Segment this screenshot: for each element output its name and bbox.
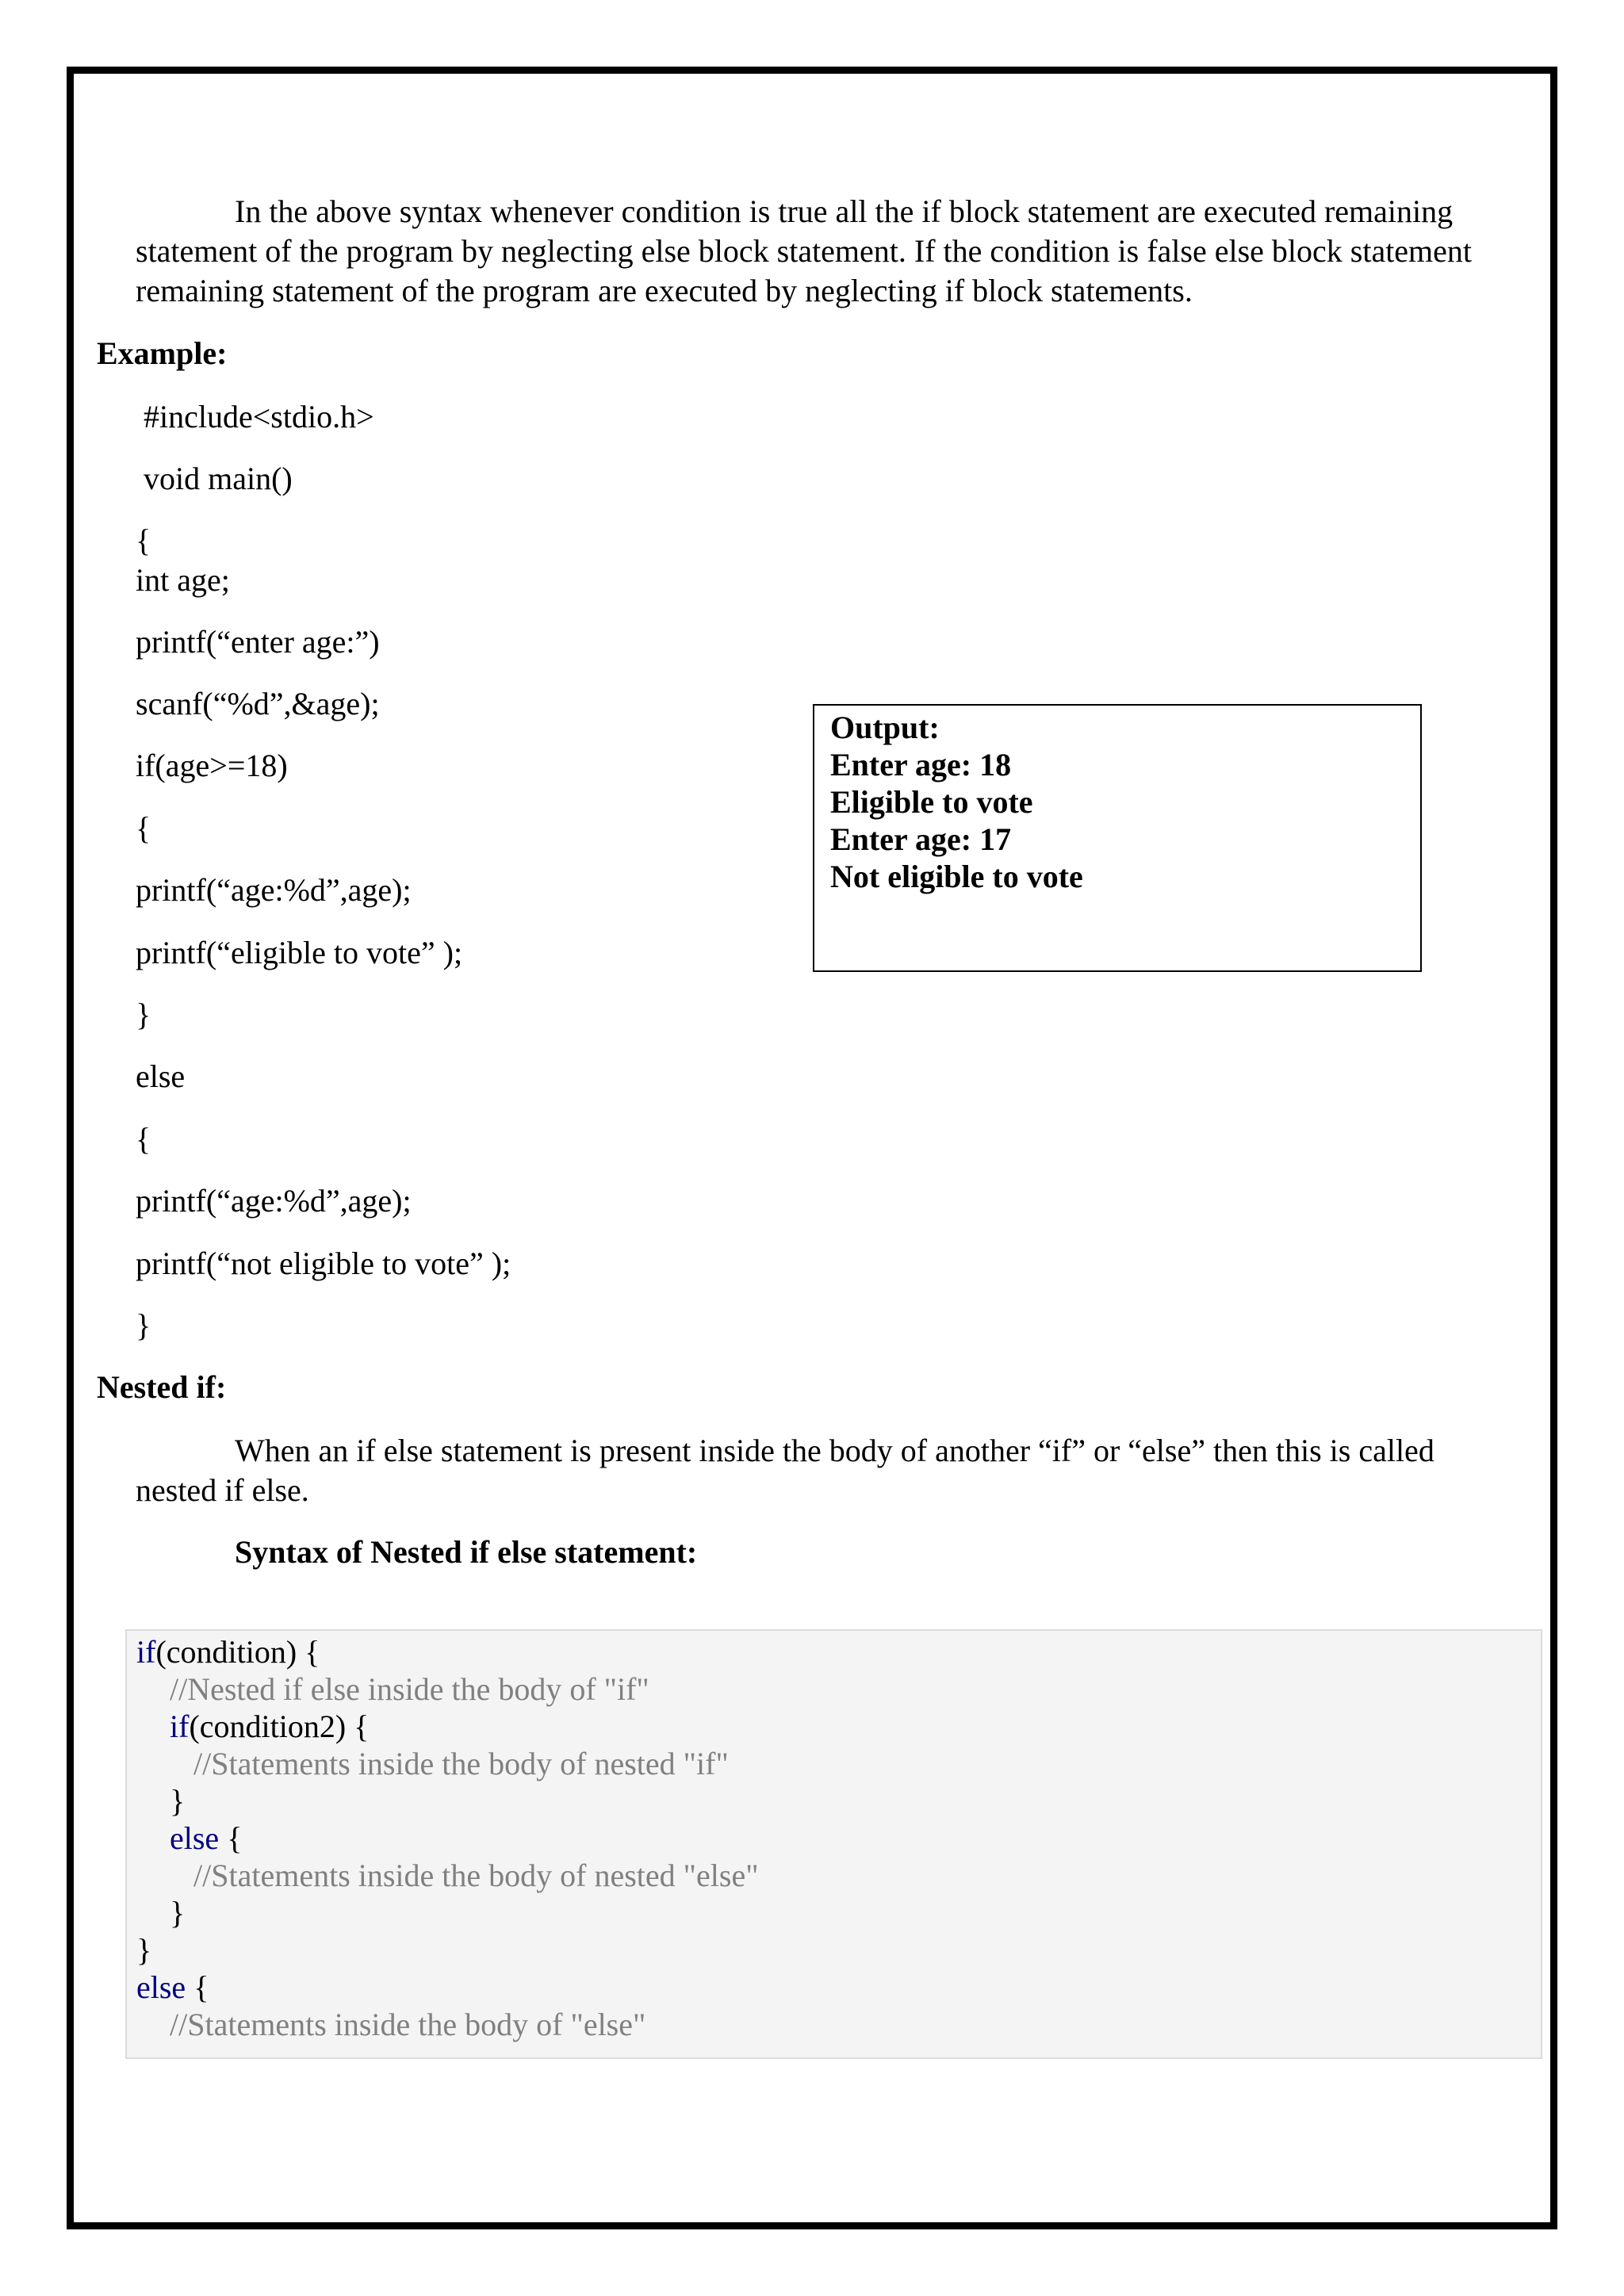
syntax-comment: //Nested if else inside the body of "if" xyxy=(170,1671,649,1707)
syntax-comment: //Statements inside the body of nested "if" xyxy=(193,1746,729,1781)
code-line: { xyxy=(136,810,151,846)
intro-line-2: statement of the program by neglecting else block statement. If the condition is false else block statement xyxy=(136,233,1473,269)
output-line: Enter age: 18 xyxy=(830,747,1012,783)
syntax-text: { xyxy=(186,1969,209,2005)
output-line: Enter age: 17 xyxy=(830,821,1012,857)
intro-line-3: remaining statement of the program are executed by neglecting if block statements. xyxy=(136,273,1193,308)
keyword-if: if xyxy=(136,1634,156,1670)
code-line: } xyxy=(136,997,151,1032)
syntax-heading: Syntax of Nested if else statement: xyxy=(235,1534,698,1570)
output-line: Eligible to vote xyxy=(830,784,1033,820)
keyword-else: else xyxy=(136,1969,186,2005)
nested-if-heading: Nested if: xyxy=(97,1369,227,1405)
code-line: else xyxy=(136,1058,186,1094)
nested-line-1: When an if else statement is present inside the body of another “if” or “else” then this is called xyxy=(235,1433,1434,1468)
output-line: Not eligible to vote xyxy=(830,859,1083,894)
syntax-brace: } xyxy=(136,1932,152,1968)
syntax-text: (condition2) { xyxy=(189,1709,370,1744)
syntax-line xyxy=(170,1708,369,1745)
keyword-if: if xyxy=(170,1709,190,1744)
code-line: printf(“not eligible to vote” ); xyxy=(136,1246,511,1281)
syntax-text: (condition) { xyxy=(155,1634,320,1670)
syntax-line xyxy=(136,1633,320,1670)
code-line: int age; xyxy=(136,562,230,598)
code-line: scanf(“%d”,&age); xyxy=(136,686,380,721)
code-line: { xyxy=(136,1121,151,1157)
code-line: printf(“age:%d”,age); xyxy=(136,872,412,908)
syntax-code-block xyxy=(125,1629,1542,2059)
syntax-text: { xyxy=(219,1820,243,1856)
syntax-brace: } xyxy=(170,1783,186,1819)
output-title: Output: xyxy=(830,710,940,745)
code-line: if(age>=18) xyxy=(136,748,288,783)
syntax-brace: } xyxy=(170,1895,186,1931)
syntax-line xyxy=(136,1969,209,2006)
example-heading: Example: xyxy=(97,335,228,371)
code-line: printf(“eligible to vote” ); xyxy=(136,935,463,970)
syntax-line xyxy=(170,1820,242,1857)
code-line: printf(“enter age:”) xyxy=(136,624,380,660)
nested-line-2: nested if else. xyxy=(136,1472,309,1508)
keyword-else: else xyxy=(170,1820,220,1856)
syntax-comment: //Statements inside the body of "else" xyxy=(170,2007,646,2042)
code-line: printf(“age:%d”,age); xyxy=(136,1183,412,1219)
code-line: #include<stdio.h> xyxy=(144,399,374,434)
syntax-comment: //Statements inside the body of nested "else" xyxy=(193,1858,759,1893)
code-line: { xyxy=(136,522,151,558)
code-line: } xyxy=(136,1307,151,1343)
output-box xyxy=(813,704,1422,972)
intro-line-1: In the above syntax whenever condition is true all the if block statement are executed remaining xyxy=(235,193,1454,229)
code-line: void main() xyxy=(144,461,293,496)
